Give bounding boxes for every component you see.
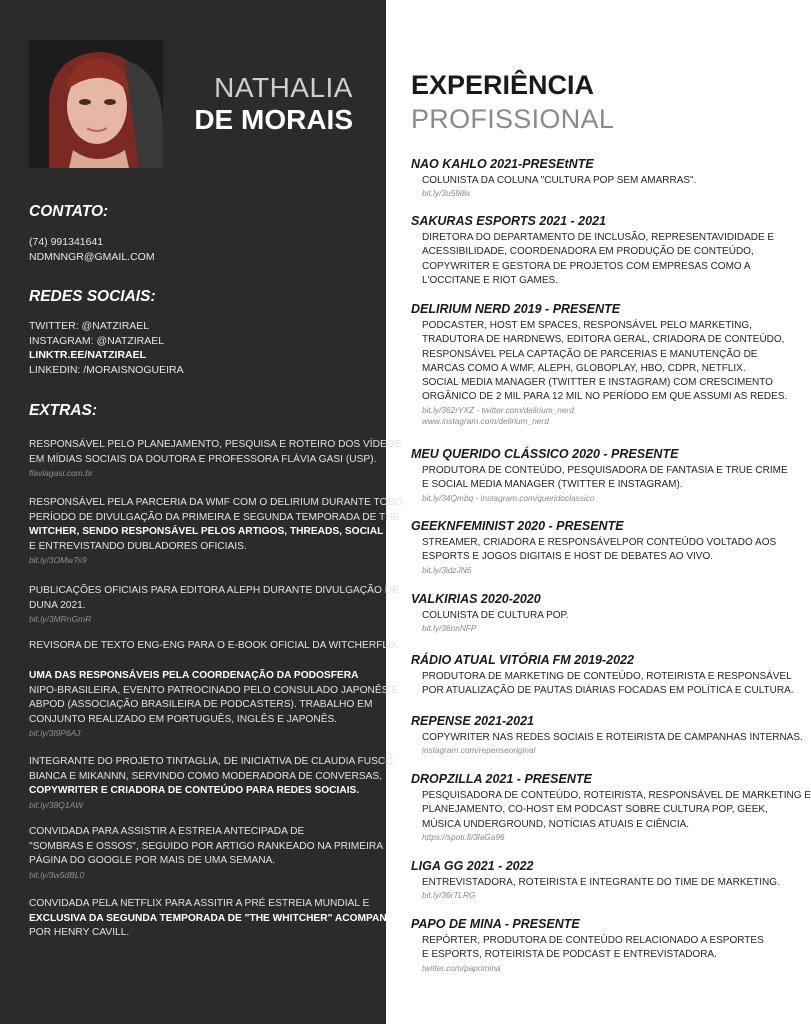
- extra-line: CONVIDADA PARA ASSISTIR A ESTREIA ANTECIPADA DE: [29, 826, 305, 837]
- job-entry: [411, 772, 811, 843]
- extra-line: COPYWRITER E CRIADORA DE CONTEÚDO PARA REDES SOCIAIS.: [29, 785, 360, 797]
- extra-item: [29, 639, 401, 654]
- job-link[interactable]: www.instagram.com/delirium_nerd: [422, 416, 549, 427]
- job-link[interactable]: bit.ly/3idzJN6: [422, 564, 472, 575]
- job-description: POR ATUALIZAÇÃO DE PAUTAS DIÁRIAS FOCADAS EM POLÍTICA E CULTURA.: [422, 685, 794, 697]
- experience-subtitle: PROFISSIONAL: [411, 104, 615, 134]
- extra-line: CONVIDADA PELA NETFLIX PARA ASSITIR A PRÉ ESTREIA MUNDIAL E: [29, 898, 370, 909]
- job-entry: [411, 592, 761, 635]
- extra-line: PÁGINA DO GOOGLE POR MAIS DE UMA SEMANA.: [29, 855, 276, 867]
- extra-line: PERÍODO DE DIVULGAÇÃO DA PRIMEIRA E SEGUNDA TEMPORADA DE THE: [29, 511, 400, 523]
- extra-link[interactable]: bit.ly/38Q1AW: [29, 799, 84, 810]
- extra-line: WITCHER, SENDO RESPONSÁVEL PELOS ARTIGOS, THREADS, SOCIAL MEDIA: [29, 526, 419, 538]
- job-title: PAPO DE MINA - PRESENTE: [411, 917, 580, 931]
- extra-line: RESPONSÁVEL PELO PLANEJAMENTO, PESQUISA E ROTEIRO DOS VÍDEOS: [29, 439, 402, 450]
- job-link[interactable]: instagram.com/repenseoriginal: [422, 745, 536, 756]
- job-description: PRODUTORA DE MARKETING DE CONTEÚDO, ROTEIRISTA E RESPONSÁVEL: [422, 671, 792, 682]
- extra-link[interactable]: bit.ly/3w5dBL0: [29, 869, 85, 880]
- social-linktree[interactable]: LINKTR.EE/NATZIRAEL: [29, 349, 147, 362]
- job-entry: [411, 653, 794, 699]
- extra-line: POR HENRY CAVILL.: [29, 927, 130, 939]
- job-description: PESQUISADORA DE CONTEÚDO, ROTEIRISTA, RESPONSÁVEL DE MARKETING E: [422, 790, 811, 801]
- job-description: PODCASTER, HOST EM SPACES, RESPONSÁVEL PELO MARKETING,: [422, 320, 752, 331]
- job-link[interactable]: https://spoti.fi/3laGa96: [422, 831, 505, 842]
- extra-line: PUBLICAÇÕES OFICIAIS PARA EDITORA ALEPH DURANTE DIVULGAÇÃO DE: [29, 585, 399, 596]
- avatar: [29, 40, 163, 168]
- job-title: NAO KAHLO 2021-PRESEtNTE: [411, 157, 594, 171]
- job-link[interactable]: bit.ly/362rYXZ - twitter.com/delirium_nerd: [422, 404, 574, 415]
- extra-item: [29, 825, 384, 881]
- job-description: COPYWRITER E GESTORA DE PROJETOS COM EMPRESAS COMO A: [422, 260, 751, 272]
- extra-item: [29, 897, 417, 941]
- first-name: NATHALIA: [214, 72, 353, 103]
- job-description: STREAMER, CRIADORA E RESPONSÁVELPOR CONTEÚDO VOLTADO AOS: [422, 537, 777, 548]
- extra-link[interactable]: flaviagasi.com.br: [29, 468, 93, 479]
- extra-line: UMA DAS RESPONSÁVEIS PELA COORDENAÇÃO DA PODOSFERA: [29, 670, 359, 681]
- job-entry: [411, 917, 764, 974]
- job-link[interactable]: bit.ly/36rTLRG: [422, 890, 476, 901]
- extra-item: [29, 669, 399, 739]
- job-description: RESPONSÁVEL PELA CAPTAÇÃO DE PARCERIAS E MANUTENÇÃO DE: [422, 348, 758, 360]
- job-description: TRADUTORA DE HARDNEWS, EDITORA GERAL, CRIADORA DE CONTEÚDO,: [422, 334, 785, 346]
- experience-title: EXPERIÊNCIA: [411, 70, 595, 100]
- job-description: MÚSICA UNDERGROUND, NOTÍCIAS ATUAIS E CIÊNCIA.: [422, 818, 690, 830]
- job-entry: [411, 447, 788, 504]
- job-description: ESPORTS E JOGOS DIGITAIS E HOST DE DEBATES AO VIVO.: [422, 551, 713, 563]
- last-name: DE MORAIS: [194, 104, 353, 135]
- job-link[interactable]: bit.ly/36nnNFP: [422, 623, 477, 634]
- job-link[interactable]: bit.ly/34Qmbq - instagram.com/queridoclassico: [422, 492, 595, 503]
- extra-line: DUNA 2021.: [29, 599, 86, 611]
- job-description: DIRETORA DO DEPARTAMENTO DE INCLUSÃO, REPRESENTAVIDIDADE E: [422, 232, 775, 243]
- extra-line: EXCLUSIVA DA SEGUNDA TEMPORADA DE "THE WHITCHER" ACOMPANHADA: [29, 912, 417, 924]
- social-instagram[interactable]: INSTAGRAM: @NATZIRAEL: [29, 334, 165, 347]
- extra-line: BIANCA E MIKANNN, SERVINDO COMO MODERADORA DE CONVERSAS,: [29, 770, 383, 782]
- contact-list: [29, 235, 155, 264]
- job-link[interactable]: twitter.com/papomina: [422, 962, 501, 973]
- extra-link[interactable]: bit.ly/3OMwTs9: [29, 555, 87, 566]
- job-description: E SOCIAL MEDIA MANAGER (TWITTER E INSTAGRAM).: [422, 479, 683, 491]
- job-link[interactable]: bit.ly/3u59i8x: [422, 188, 471, 199]
- job-title: MEU QUERIDO CLÁSSICO 2020 - PRESENTE: [411, 447, 679, 461]
- extra-item: [29, 438, 402, 479]
- job-title: REPENSE 2021-2021: [411, 714, 534, 728]
- extra-line: "SOMBRAS E OSSOS", SEGUIDO POR ARTIGO RANKEADO NA PRIMEIRA: [29, 840, 384, 852]
- contact-title: CONTATO:: [29, 203, 109, 220]
- job-title: RÁDIO ATUAL VITÓRIA FM 2019-2022: [411, 653, 634, 667]
- job-description: ENTREVISTADORA, ROTEIRISTA E INTEGRANTE DO TIME DE MARKETING.: [422, 877, 780, 888]
- extra-item: [29, 755, 396, 811]
- job-entry: [411, 214, 775, 288]
- job-description: E ESPORTS, ROTEIRISTA DE PODCAST E ENTREVISTADORA.: [422, 949, 717, 961]
- job-title: GEEKNFEMINIST 2020 - PRESENTE: [411, 519, 624, 533]
- job-description: ACESSIBILIDADE, COORDENADORA EM PRODUÇÃO DE CONTEÚDO,: [422, 246, 754, 258]
- extra-line: ABPOD (ASSOCIAÇÃO BRASILEIRA DE PODCASTERS). TRABALHO EM: [29, 699, 373, 711]
- job-title: VALKIRIAS 2020-2020: [411, 592, 541, 606]
- social-list: [29, 319, 184, 377]
- contact-email[interactable]: NDMNNGR@GMAIL.COM: [29, 250, 155, 263]
- job-description: REPÓRTER, PRODUTORA DE CONTEÚDO RELACIONADO A ESPORTES: [422, 935, 764, 946]
- job-description: COLUNISTA DA COLUNA "CULTURA POP SEM AMARRAS".: [422, 175, 697, 186]
- job-entry: [411, 714, 803, 757]
- extra-line: RESPONSÁVEL PELA PARCERIA DA WMF COM O DELIRIUM DURANTE TODO: [29, 497, 403, 508]
- extra-line: EM MÍDIAS SOCIAIS DA DOUTORA E PROFESSORA FLÁVIA GASI (USP).: [29, 453, 377, 465]
- extra-line: REVISORA DE TEXTO ENG-ENG PARA O E-BOOK OFICIAL DA WITCHERFLIX.: [29, 640, 401, 651]
- job-entry: [411, 157, 761, 200]
- social-title: REDES SOCIAIS:: [29, 288, 156, 305]
- extras-title: EXTRAS:: [29, 402, 98, 419]
- extra-line: CONJUNTO REALIZADO EM PORTUGUÊS, INGLÊS E JAPONÊS.: [29, 713, 338, 725]
- profile-photo: [29, 40, 163, 168]
- job-title: LIGA GG 2021 - 2022: [411, 859, 534, 873]
- extra-item: [29, 584, 399, 625]
- extra-item: [29, 496, 419, 566]
- extra-link[interactable]: bit.ly/3l9P6AJ: [29, 728, 81, 739]
- job-description: COLUNISTA DE CULTURA POP.: [422, 610, 569, 621]
- job-description: MARCAS COMO A WMF, ALEPH, GLOBOPLAY, HBO, CDPR, NETFLIX.: [422, 362, 746, 374]
- job-description: PLANEJAMENTO, CO-HOST EM PODCAST SOBRE CULTURA POP, GEEK,: [422, 804, 768, 816]
- extra-link[interactable]: bit.ly/3MRnGmR: [29, 614, 92, 625]
- job-description: ORGÂNICO DE 2 MIL PARA 12 MIL NO PERÍODO EM QUE ASSUMI AS REDES.: [422, 391, 788, 403]
- extra-line: NIPO-BRASILEIRA, EVENTO PATROCINADO PELO CONSULADO JAPONÊS E: [29, 684, 399, 696]
- job-entry: [411, 859, 780, 902]
- job-entry: [411, 302, 788, 428]
- extra-line: INTEGRANTE DO PROJETO TINTAGLIA, DE INICIATIVA DE CLAUDIA FUSCO,: [29, 756, 396, 767]
- job-description: SOCIAL MEDIA MANAGER (TWITTER E INSTAGRAM) COM CRESCIMENTO: [422, 377, 773, 389]
- job-title: DELIRIUM NERD 2019 - PRESENTE: [411, 302, 621, 316]
- job-entry: [411, 519, 777, 576]
- job-description: L'OCCITANE E RIOT GAMES.: [422, 274, 559, 286]
- job-description: PRODUTORA DE CONTEÚDO, PESQUISADORA DE FANTASIA E TRUE CRIME: [422, 465, 788, 476]
- job-title: DROPZILLA 2021 - PRESENTE: [411, 772, 592, 786]
- social-linkedin[interactable]: LINKEDIN: /MORAISNOGUEIRA: [29, 363, 184, 376]
- job-title: SAKURAS ESPORTS 2021 - 2021: [411, 214, 606, 228]
- job-description: COPYWRITER NAS REDES SOCIAIS E ROTEIRISTA DE CAMPANHAS INTERNAS.: [422, 732, 803, 743]
- extra-line: E ENTREVISTANDO DUBLADORES OFICIAIS.: [29, 540, 247, 552]
- social-twitter[interactable]: TWITTER: @NATZIRAEL: [29, 320, 150, 332]
- contact-phone: (74) 991341641: [29, 236, 104, 248]
